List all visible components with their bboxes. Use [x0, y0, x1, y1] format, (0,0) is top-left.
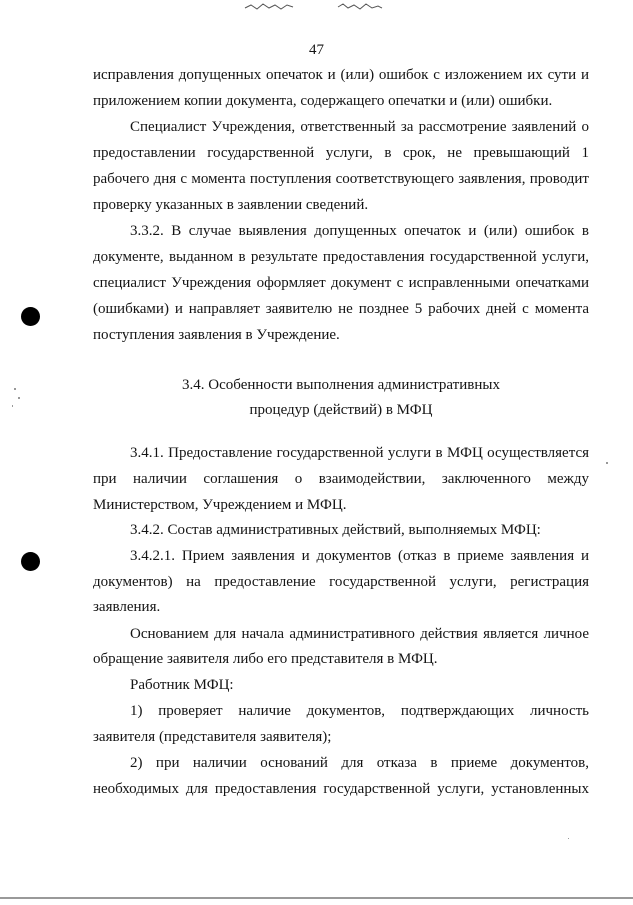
- text-line: поступления заявления в Учреждение.: [93, 327, 340, 343]
- scan-speck: [606, 462, 608, 464]
- section-heading-line: процедур (действий) в МФЦ: [249, 402, 433, 418]
- text-line: необходимых для предоставления государственной услуги, установленных: [93, 781, 589, 797]
- text-line: Министерством, Учреждением и МФЦ.: [93, 497, 347, 513]
- text-line: 3.4.2.1. Прием заявления и документов (отказ в приеме заявления и: [130, 548, 589, 564]
- text-line: документов) на предоставление государственной услуги, регистрация: [93, 574, 589, 590]
- text-line: Специалист Учреждения, ответственный за рассмотрение заявлений о: [130, 119, 589, 135]
- scan-noise-mark: [336, 2, 384, 12]
- page-number: 47: [309, 42, 324, 58]
- scan-speck: [568, 838, 569, 839]
- text-line: проверку указанных в заявлении сведений.: [93, 197, 369, 213]
- text-line: исправления допущенных опечаток и (или) ошибок с изложением их сути и: [93, 67, 589, 83]
- text-line: заявителя (представителя заявителя);: [93, 729, 332, 745]
- text-line: рабочего дня с момента поступления соответствующего заявления, проводит: [93, 171, 589, 187]
- section-heading: [93, 373, 589, 423]
- text-line: 3.4.1. Предоставление государственной услуги в МФЦ осуществляется: [130, 445, 589, 461]
- binder-hole: [21, 552, 40, 571]
- text-line: обращение заявителя либо его представителя в МФЦ.: [93, 651, 438, 667]
- text-line: предоставлении государственной услуги, в срок, не превышающий 1: [93, 145, 589, 161]
- section-heading-line: 3.4. Особенности выполнения административных: [182, 377, 500, 393]
- scan-noise-mark: [243, 2, 295, 12]
- text-line: документе, выданном в результате предоставления государственной услуги,: [93, 249, 589, 265]
- scan-speck: [14, 388, 16, 390]
- binder-hole: [21, 307, 40, 326]
- text-line: 2) при наличии оснований для отказа в приеме документов,: [130, 755, 589, 771]
- text-line: 1) проверяет наличие документов, подтверждающих личность: [130, 703, 589, 719]
- text-line: при наличии соглашения о взаимодействии, заключенного между: [93, 471, 589, 487]
- scan-speck: [12, 405, 13, 407]
- text-line: 3.3.2. В случае выявления допущенных опечаток и (или) ошибок в: [130, 223, 589, 239]
- text-line: заявления.: [93, 599, 161, 615]
- text-line: 3.4.2. Состав административных действий, выполняемых МФЦ:: [130, 522, 541, 538]
- scan-speck: [18, 397, 20, 399]
- scan-bottom-edge: [0, 897, 633, 899]
- text-line: специалист Учреждения оформляет документ с исправленными опечатками: [93, 275, 589, 291]
- text-line: Работник МФЦ:: [130, 677, 234, 693]
- text-line: Основанием для начала административного действия является личное: [130, 626, 589, 642]
- text-line: (ошибками) и направляет заявителю не позднее 5 рабочих дней с момента: [93, 301, 589, 317]
- text-line: приложением копии документа, содержащего опечатки и (или) ошибки.: [93, 93, 553, 109]
